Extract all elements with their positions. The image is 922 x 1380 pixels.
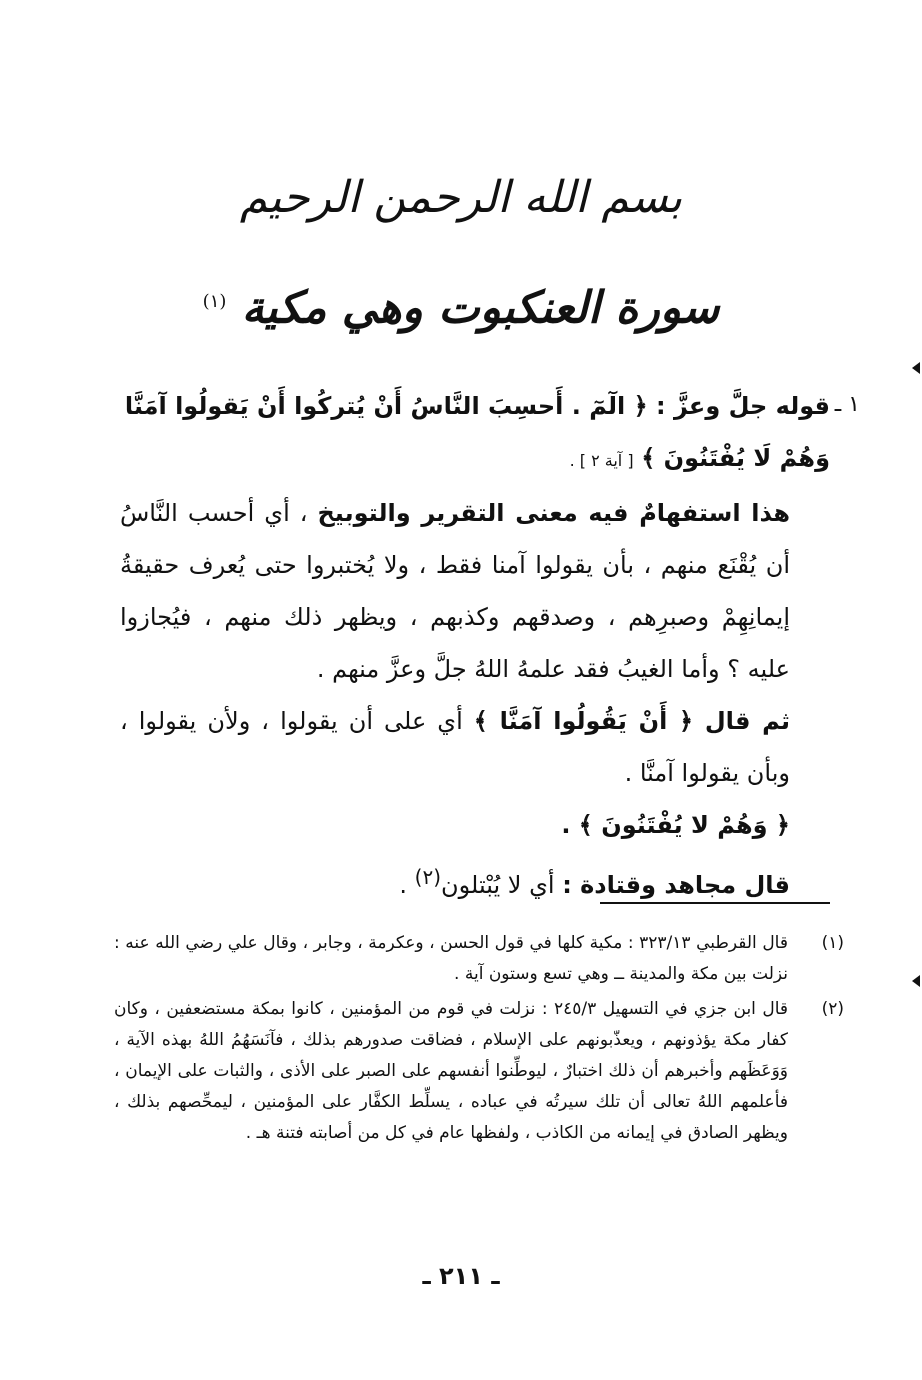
surah-title-text: سورة العنكبوت وهي مكية [241,282,720,334]
verse-number: ١ ـ [834,392,860,417]
paragraph-2-bold: ثم قال ﴿ أَنْ يَقُولُوا آمَنَّا ﴾ [473,707,790,735]
edge-tab-mark [912,362,920,374]
footnote-2 [114,994,844,1149]
page-number: ـ ٢١١ ـ [422,1262,500,1290]
paragraph-4-bold: قال مجاهد وقتادة : [562,871,790,899]
verse-line-1: قوله جلَّ وعزَّ : ﴿ الٓمٓ . أَحسِبَ النَّاسُ أَنْ يُتركُوا أَنْ يَقولُوا آمَنَّا [124,392,830,420]
paragraph-4-footnote-ref: (٢) [414,865,442,889]
footnote-divider [600,902,830,904]
paragraph-2 [120,695,830,799]
footnote-1-text: قال القرطبي ٣٢٣/١٣ : مكية كلها في قول الحسن ، وعكرمة ، وجابر ، وقال علي رضي الله عنه : نزلت بين مكة والمدينة ــ وهي تسع وستون آية . [114,933,788,984]
paragraph-1-text: ، أي أحسب النَّاسُ أن يُقْنَع منهم ، بأن يقولوا آمنا فقط ، ولا يُختبروا حتى يُعرف حقيقةُ إيمانِهِمْ وصبرِهم ، وصدقهم وكذبهم ، ويظهر ذلك منهم ، فيُجازوا عليه ؟ وأما الغيبُ فقد علمهُ اللهُ جلَّ وعزَّ منهم . [120,499,790,683]
paragraph-3: ﴿ وَهُمْ لا يُفْتَنُونَ ﴾ . [561,811,790,839]
footnote-1-number: (١) [821,933,844,953]
surah-title [0,262,922,349]
basmala-calligraphy: بسم الله الرحمن الرحيم [239,172,683,223]
footnotes [114,928,844,1153]
footnote-1 [114,928,844,990]
verse-reference: [ آية ٢ ] . [569,451,634,470]
footnote-2-number: (٢) [821,999,844,1019]
footnote-2-text: قال ابن جزي في التسهيل ٢٤٥/٣ : نزلت في قوم من المؤمنين ، كانوا بمكة مستضعفين ، وكان كفار مكة يؤذونهم ، ويعذّبونهم على الإسلام ، فضاقت صدورهم بذلك ، فآنَسَهُمُ اللهُ بهذه الآية ، وَوَعَظَهم وأخبرهم أن ذلك اختبارٌ ، ليوطِّنوا أنفسهم على الصبر على الأذى ، والثبات على الإيمان ، فأعلمهم اللهُ تعالى أن تلك سيرتُه في عباده ، يسلِّط الكفَّار على المؤمنين ، ليمحِّصهم بذلك ، ويظهر الصادق في إيمانه من الكاذب ، ولفظها عام في كل من أصابته فتنة هـ . [114,999,788,1143]
paragraph-1-bold: هذا استفهامٌ فيه معنى التقرير والتوبيخ [317,499,791,527]
paragraph-2-text: أي على أن يقولوا ، ولأن يقولوا ، وبأن يقولوا آمنَّا . [120,707,790,787]
paragraph-4-text: أي لا يُبْتلون [441,871,555,899]
main-text [120,380,830,911]
verse-line-2-text: وَهُمْ لَا يُفْتَنُونَ ﴾ [641,444,830,472]
edge-tab-mark [912,975,920,987]
verse-line-2 [120,432,830,487]
surah-title-footnote-ref: (١) [202,291,227,312]
paragraph-1 [120,487,830,695]
paragraph-4-end: . [399,871,415,899]
